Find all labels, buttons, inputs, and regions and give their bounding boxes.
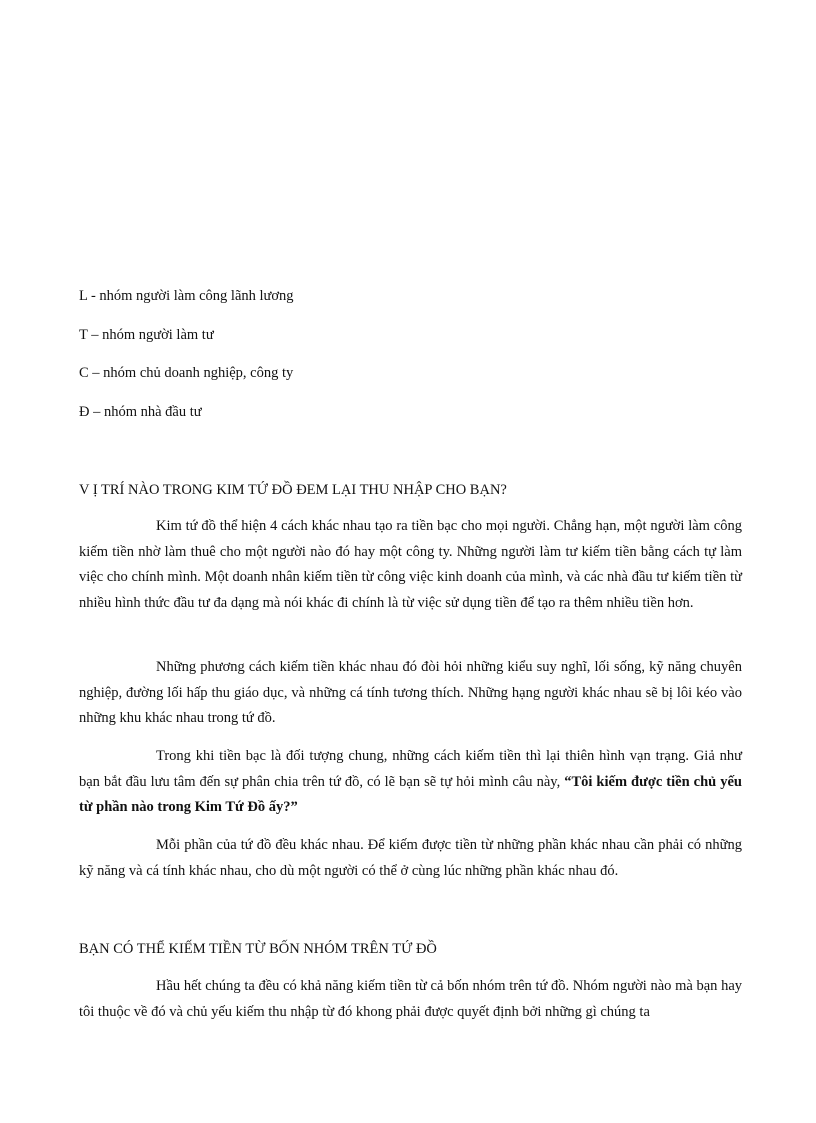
paragraph-money-common	[79, 744, 742, 821]
paragraph-most-of-us: Hầu hết chúng ta đều có khả năng kiếm tiền từ cả bốn nhóm trên tứ đồ. Nhóm người nào mà bạn hay tôi thuộc về đó và chủ yếu kiếm thu nhập từ đó khong phải được quyết định bởi những gì chúng ta	[79, 978, 742, 1020]
legend-item-d: Đ – nhóm nhà đầu tư	[79, 403, 202, 420]
legend-item-c: C – nhóm chủ doanh nghiệp, công ty	[79, 365, 294, 381]
quadrant-legend	[79, 287, 739, 441]
paragraph-money-common-text: Trong khi tiền bạc là đối tượng chung, những cách kiếm tiền thì lại thiên hình vạn trạng. Giả như bạn bắt đầu lưu tâm đến sự phân chia trên tứ đồ, có lẽ bạn sẽ tự hỏi mình câu này,	[79, 748, 742, 790]
question-bold-text: “Tôi kiếm được tiền chủ yếu từ phần nào trong Kim Tứ Đồ ấy?”	[79, 773, 742, 815]
legend-item-t: T – nhóm người làm tư	[79, 326, 214, 343]
section-heading-income-position: V Ị TRÍ NÀO TRONG KIM TỨ ĐỒ ĐEM LẠI THU NHẬP CHO BẠN?	[79, 482, 507, 498]
section-heading-four-groups: BẠN CÓ THỂ KIẾM TIỀN TỪ BỐN NHÓM TRÊN TỨ ĐỒ	[79, 941, 437, 957]
paragraph-cashflow-quadrant-intro: Kim tứ đồ thể hiện 4 cách khác nhau tạo ra tiền bạc cho mọi người. Chẳng hạn, một người làm công kiếm tiền nhờ làm thuê cho một người nào đó hay một công ty. Những người làm tư kiếm tiền bằng cách tự làm việc cho chính mình. Một doanh nhân kiếm tiền từ công việc kinh doanh của mình, và các nhà đầu tư kiếm tiền từ nhiều hình thức đầu tư đa dạng mà nói khác đi chính là từ việc sử dụng tiền để tạo ra thêm nhiều tiền hơn.	[79, 518, 742, 611]
paragraph-each-part-differs: Mỗi phần của tứ đồ đều khác nhau. Để kiếm được tiền từ những phần khác nhau cần phải có những kỹ năng và cá tính khác nhau, cho dù một người có thể ở cùng lúc những phần khác nhau đó.	[79, 837, 742, 879]
legend-item-l: L - nhóm người làm công lãnh lương	[79, 288, 294, 304]
paragraph-different-ways: Những phương cách kiếm tiền khác nhau đó đòi hỏi những kiểu suy nghĩ, lối sống, kỹ năng chuyên nghiệp, đường lối hấp thu giáo dục, và những cá tính tương thích. Những hạng người khác nhau sẽ bị lôi kéo vào những khu khác nhau trong tứ đồ.	[79, 659, 742, 726]
